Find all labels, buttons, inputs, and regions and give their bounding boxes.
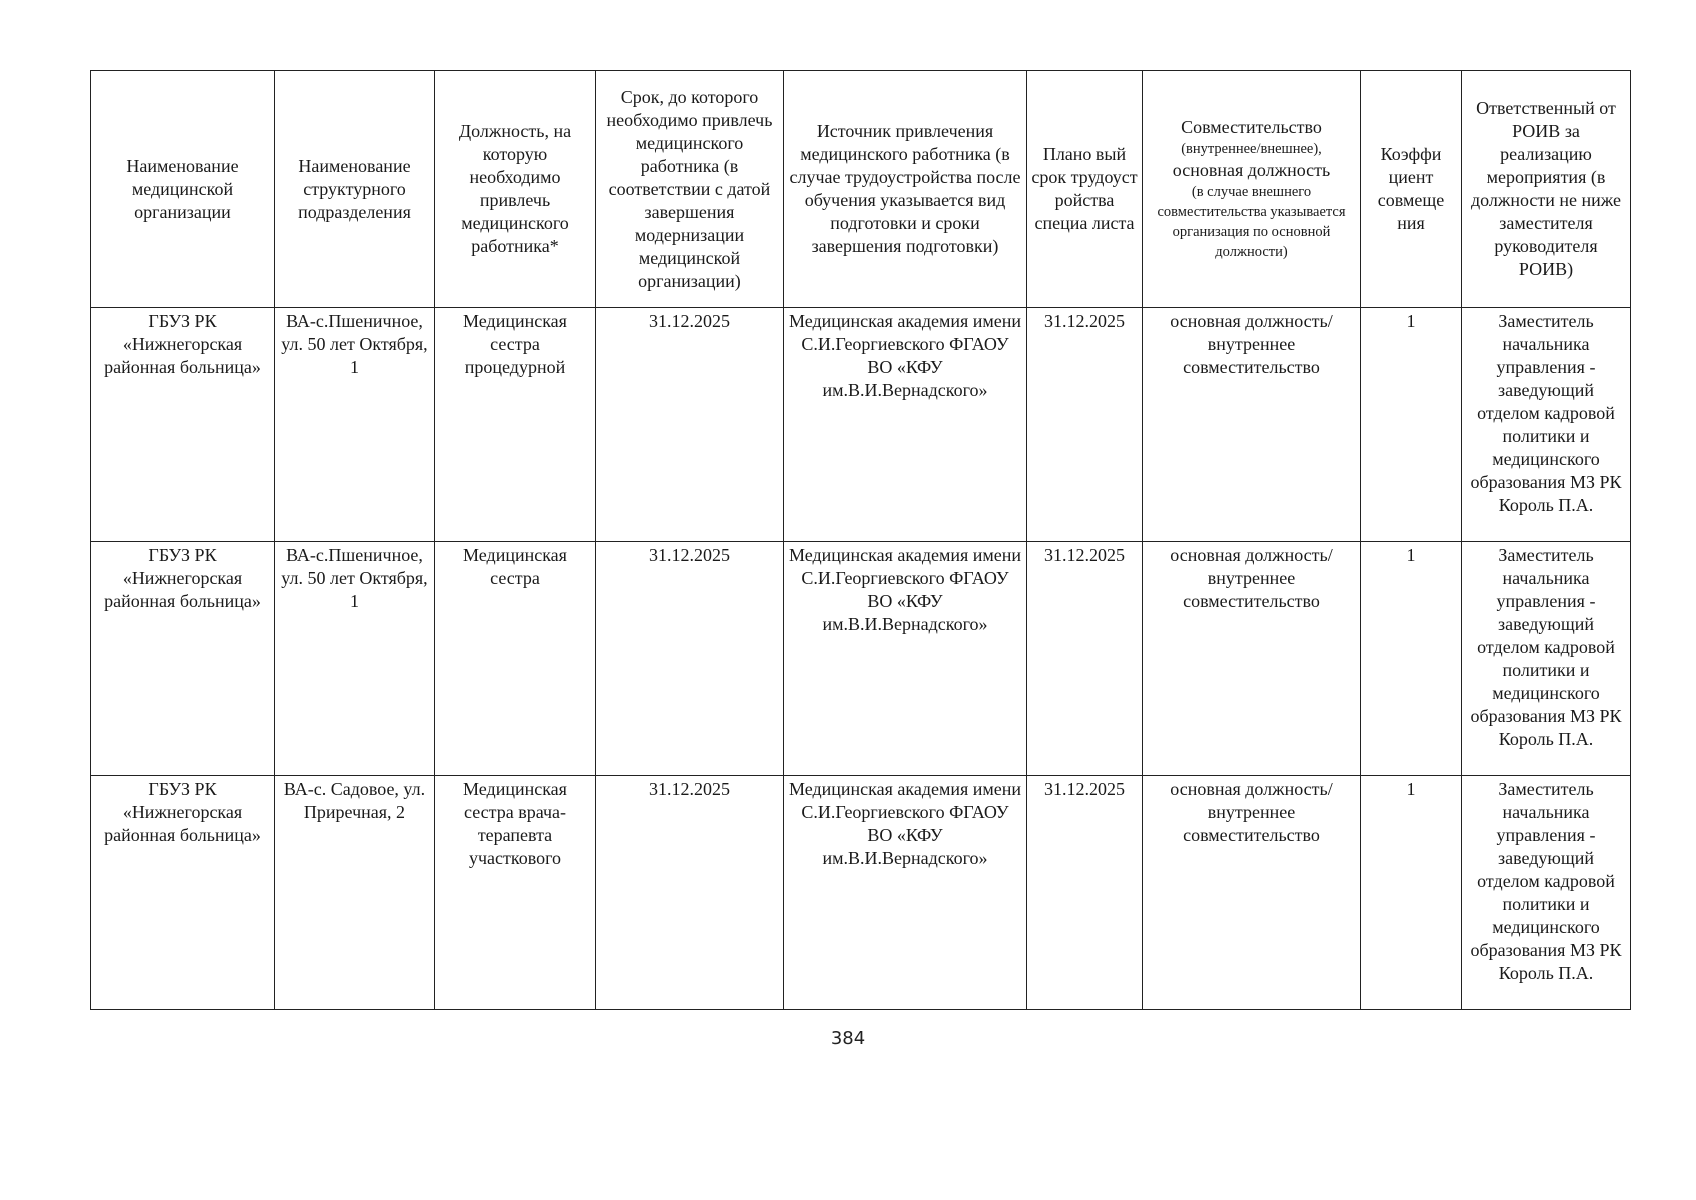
cell-coefficient: 1 <box>1361 776 1462 1010</box>
header-responsible: Ответственный от РОИВ за реализацию мероприятия (в должности не ниже заместителя руководителя РОИВ) <box>1462 71 1631 308</box>
cell-position: Медицинская сестра врача-терапевта участкового <box>435 776 596 1010</box>
document-page <box>90 70 1630 1010</box>
staffing-table <box>90 70 1631 1010</box>
cell-responsible: Заместитель начальника управления - заведующий отделом кадровой политики и медицинского образования МЗ РК Король П.А. <box>1462 776 1631 1010</box>
table-row <box>91 542 1631 776</box>
cell-org: ГБУЗ РК «Нижнегорская районная больница» <box>91 776 275 1010</box>
cell-coefficient: 1 <box>1361 308 1462 542</box>
cell-coefficient: 1 <box>1361 542 1462 776</box>
cell-unit: ВА-с.Пшеничное, ул. 50 лет Октября, 1 <box>275 308 435 542</box>
cell-source: Медицинская академия имени С.И.Георгиевского ФГАОУ ВО «КФУ им.В.И.Вернадского» <box>784 308 1027 542</box>
header-combination-note: (в случае внешнего совместительства указывается организация по основной должности) <box>1157 184 1346 260</box>
cell-combination: основная должность/ внутреннее совместительство <box>1143 776 1361 1010</box>
cell-source: Медицинская академия имени С.И.Георгиевского ФГАОУ ВО «КФУ им.В.И.Вернадского» <box>784 542 1027 776</box>
page-number: 384 <box>830 1028 866 1049</box>
cell-source: Медицинская академия имени С.И.Георгиевского ФГАОУ ВО «КФУ им.В.И.Вернадского» <box>784 776 1027 1010</box>
cell-deadline: 31.12.2025 <box>596 308 784 542</box>
table-header-row <box>91 71 1631 308</box>
cell-deadline: 31.12.2025 <box>596 542 784 776</box>
cell-combination: основная должность/ внутреннее совместительство <box>1143 542 1361 776</box>
cell-planned-date: 31.12.2025 <box>1027 542 1143 776</box>
cell-deadline: 31.12.2025 <box>596 776 784 1010</box>
header-org: Наименование медицинской организации <box>91 71 275 308</box>
header-planned-date: Плано вый срок трудоуст ройства специа листа <box>1027 71 1143 308</box>
header-combination-type: (внутреннее/внешнее), <box>1181 141 1322 157</box>
header-combination-main: основная должность <box>1172 160 1331 180</box>
table-row <box>91 308 1631 542</box>
header-coefficient: Коэффи циент совмеще ния <box>1361 71 1462 308</box>
cell-org: ГБУЗ РК «Нижнегорская районная больница» <box>91 542 275 776</box>
header-combination-title: Совместительство <box>1181 117 1322 137</box>
cell-planned-date: 31.12.2025 <box>1027 776 1143 1010</box>
header-deadline: Срок, до которого необходимо привлечь медицинского работника (в соответствии с датой завершения модернизации медицинской организации) <box>596 71 784 308</box>
header-source: Источник привлечения медицинского работника (в случае трудоустройства после обучения указывается вид подготовки и сроки завершения подготовки) <box>784 71 1027 308</box>
cell-responsible: Заместитель начальника управления - заведующий отделом кадровой политики и медицинского образования МЗ РК Король П.А. <box>1462 308 1631 542</box>
header-position: Должность, на которую необходимо привлечь медицинского работника* <box>435 71 596 308</box>
cell-responsible: Заместитель начальника управления - заведующий отделом кадровой политики и медицинского образования МЗ РК Король П.А. <box>1462 542 1631 776</box>
header-combination <box>1143 71 1361 308</box>
cell-unit: ВА-с. Садовое, ул. Приречная, 2 <box>275 776 435 1010</box>
cell-org: ГБУЗ РК «Нижнегорская районная больница» <box>91 308 275 542</box>
header-unit: Наименование структурного подразделения <box>275 71 435 308</box>
cell-unit: ВА-с.Пшеничное, ул. 50 лет Октября, 1 <box>275 542 435 776</box>
cell-position: Медицинская сестра <box>435 542 596 776</box>
cell-planned-date: 31.12.2025 <box>1027 308 1143 542</box>
table-row <box>91 776 1631 1010</box>
cell-combination: основная должность/ внутреннее совместительство <box>1143 308 1361 542</box>
cell-position: Медицинская сестра процедурной <box>435 308 596 542</box>
